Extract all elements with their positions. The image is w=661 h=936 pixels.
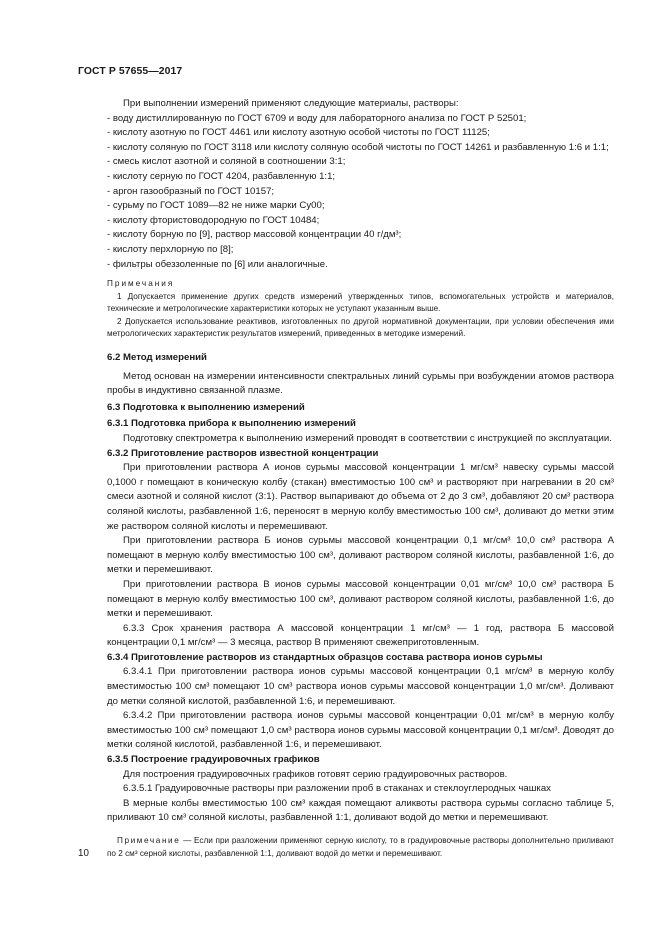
list-item: - сурьму по ГОСТ 1089—82 не ниже марки Су00; (107, 200, 325, 212)
paragraph: В мерные колбы вместимостью 100 см³ каждая помещают аликвоты раствора сурьмы согласно таблице 5, приливают 10 см³ соляной кислоты, разбавленной 1:1, доливают водой до метки и перемешивают. (107, 797, 614, 824)
paragraph-6-3-4-1: 6.3.4.1 При приготовлении раствора ионов сурьмы массовой концентрации 0,1 мг/см³ в мерную колбу вместимостью 100 см³ помещают 10 см³ раствора ионов сурьмы массовой концентрации 1,0 мг/см³. Доливают до метки соляной кислотой, разбавленной 1:6, и перемешивают. (107, 666, 614, 707)
list-item: - кислоту борную по [9], раствор массовой концентрации 40 г/дм³; (107, 229, 402, 241)
list-item: - фильтры обеззоленные по [6] или аналогичные. (107, 258, 328, 270)
section-heading-6-3-4: 6.3.4 Приготовление растворов из стандартных образцов состава раствора ионов сурьмы (107, 651, 543, 663)
materials-list (107, 112, 614, 273)
section-heading-6-3-5: 6.3.5 Построение градуировочных графиков (107, 754, 320, 766)
notes-title: Примечания (107, 279, 175, 289)
note-item: 1 Допускается применение других средств измерений утвержденных типов, вспомогательных устройств и материалов, технические и метрологические характеристики которых не уступают указанным выше. (107, 291, 614, 314)
list-item: - кислоту азотную по ГОСТ 4461 или кислоту азотную особой чистоты по ГОСТ 11125; (107, 127, 490, 139)
paragraph: При приготовлении раствора А ионов сурьмы массовой концентрации 1 мг/см³ навеску сурьмы массой 0,1000 г помещают в коническую колбу (стакан) вместимостью 100 см³ и растворяют при нагревании в 20 см³ смеси азотной и соляной кислот (3:1). Раствор выпаривают до объема от 2 до 3 см³, добавляют 20 см³ раствора соляной кислоты, разбавленной 1:6, переносят в мерную колбу вместимостью 100 см³, доливают до метки этим же раствором соляной кислоты и перемешивают. (107, 462, 614, 532)
footnote-text: — Если при разложении применяют серную кислоту, то в градуировочные растворы дополнительно приливают по 2 см³ серной кислоты, разбавленной 1:1, доливают водой до метки и перемешивают. (107, 836, 614, 858)
list-item: - кислоту соляную по ГОСТ 3118 или кислоту соляную особой чистоты по ГОСТ 14261 и разбавленную 1:6 и 1:1; (107, 141, 609, 153)
section-heading-6-2: 6.2 Метод измерений (107, 352, 207, 363)
paragraph: При приготовлении раствора В ионов сурьмы массовой концентрации 0,01 мг/см³ 10,0 см³ раствора Б помещают в мерную колбу вместимостью 100 см³, доливают раствором соляной кислоты, разбавленной 1:6, до метки и перемешивают. (107, 578, 614, 620)
list-item: - кислоту перхлорную по [8]; (107, 243, 234, 255)
list-item: - кислоту серную по ГОСТ 4204, разбавленную 1:1; (107, 170, 336, 182)
list-item: - кислоту фтористоводородную по ГОСТ 10484; (107, 214, 320, 226)
paragraph: Метод основан на измерении интенсивности спектральных линий сурьмы при возбуждении атомов раствора пробы в индуктивно связанной плазме. (107, 370, 614, 397)
paragraph-6-3-4-2: 6.3.4.2 При приготовлении раствора ионов сурьмы массовой концентрации 0,01 мг/см³ в мерную колбу вместимостью 100 см³ помещают 1,0 см³ раствора ионов сурьмы массовой концентрации 0,1 мг/см³. Доводят до метки соляной кислотой, разбавленной 1:6, и перемешивают. (107, 710, 614, 751)
materials-intro: При выполнении измерений применяют следующие материалы, растворы: (123, 98, 459, 109)
section-heading-6-3: 6.3 Подготовка к выполнению измерений (107, 401, 305, 413)
section-heading-6-3-1: 6.3.1 Подготовка прибора к выполнению измерений (107, 418, 356, 430)
footnote (107, 835, 614, 860)
section-heading-6-3-2: 6.3.2 Приготовление растворов известной концентрации (107, 447, 379, 459)
paragraph: Для построения градуировочных графиков готовят серию градуировочных растворов. (123, 768, 508, 780)
list-item: - аргон газообразный по ГОСТ 10157; (107, 185, 275, 197)
paragraph-6-3-3: 6.3.3 Срок хранения раствора А массовой концентрации 1 мг/см³ — 1 год, раствора Б массовой концентрации 0,1 мг/см³ — 3 месяца, раствор В применяют свежеприготовленным. (107, 622, 614, 649)
note-item: 2 Допускается использование реактивов, изготовленных по другой нормативной документации, при условии обеспечения ими метрологических характеристик результатов измерений, приведенных в методике измерений. (107, 316, 614, 339)
document-code: ГОСТ Р 57655—2017 (78, 66, 183, 77)
page-content (107, 97, 614, 860)
paragraph: Подготовку спектрометра к выполнению измерений проводят в соответствии с инструкцией по эксплуатации. (123, 432, 612, 444)
paragraph: При приготовлении раствора Б ионов сурьмы массовой концентрации 0,1 мг/см³ 10,0 см³ раствора А помещают в мерную колбу вместимостью 100 см³, доливают раствором соляной кислоты, разбавленной 1:6, до метки и перемешивают. (107, 535, 614, 576)
list-item: - смесь кислот азотной и соляной в соотношении 3:1; (107, 156, 346, 168)
page-number: 10 (78, 848, 89, 859)
footnote-label: Примечание (117, 836, 181, 845)
paragraph-6-3-5-1: 6.3.5.1 Градуировочные растворы при разложении проб в стаканах и стеклоуглеродных чашках (123, 783, 551, 795)
list-item: - воду дистиллированную по ГОСТ 6709 и воду для лабораторного анализа по ГОСТ Р 52501; (107, 112, 527, 124)
